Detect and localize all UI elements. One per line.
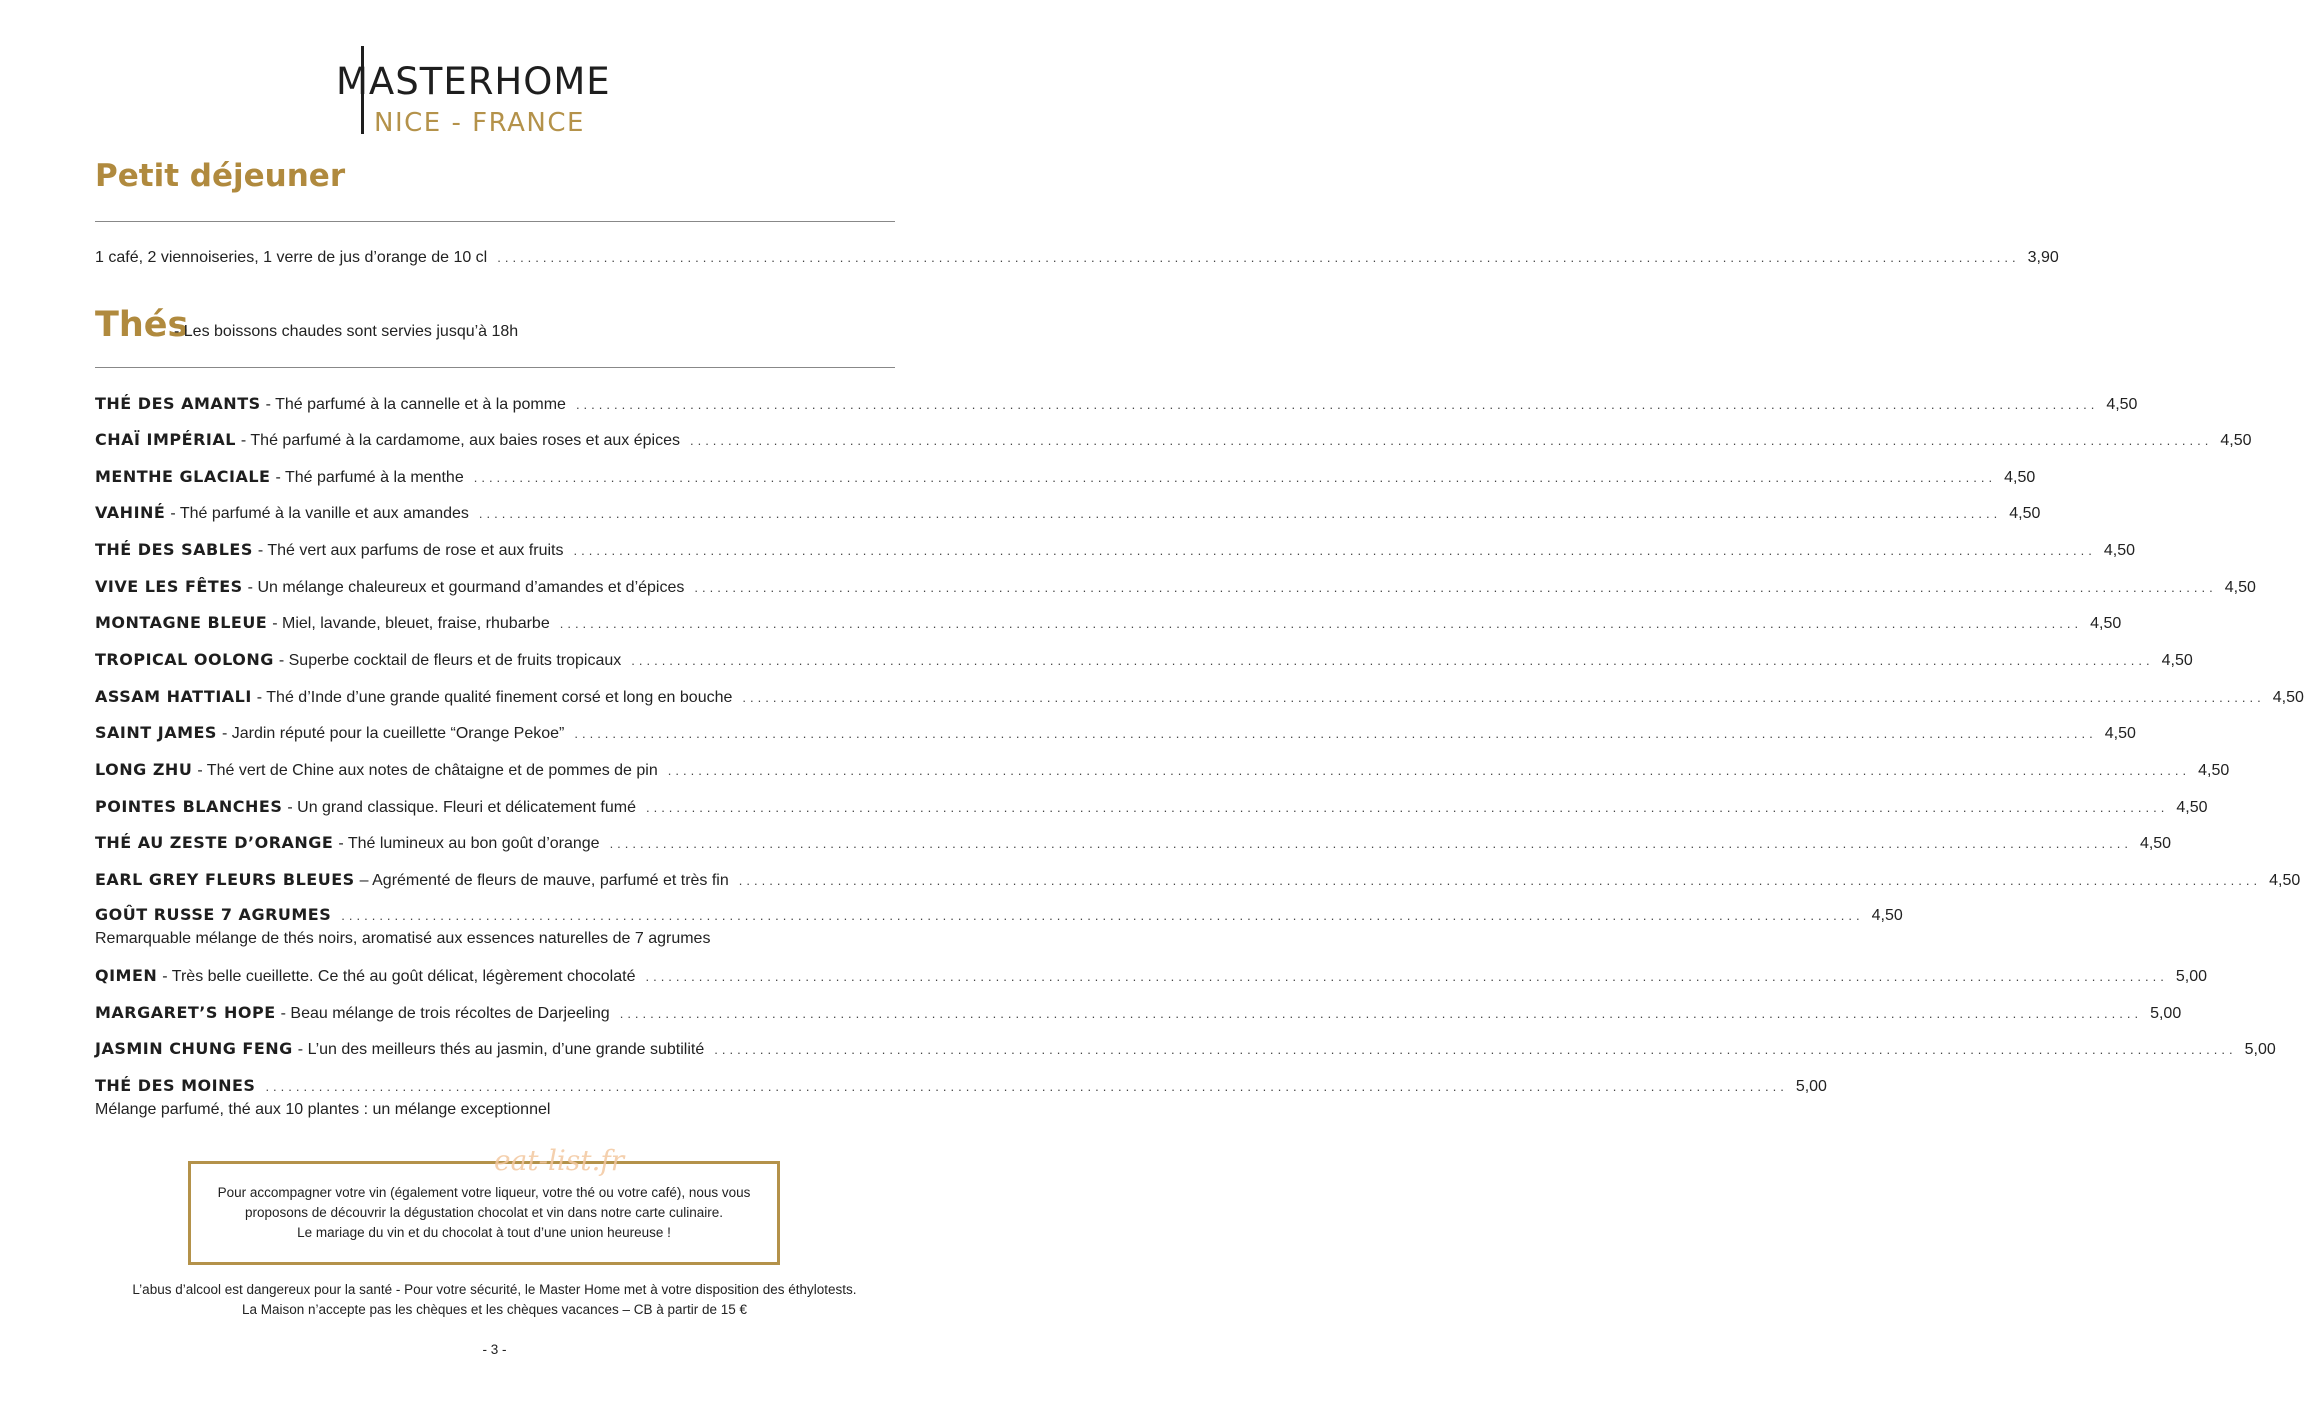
tea-description: - Thé parfumé à la cannelle et à la pomme (265, 396, 566, 413)
teas-title: Thés (95, 305, 189, 345)
breakfast-price: 3,90 (2027, 249, 2059, 266)
tea-price: 4,50 (2161, 652, 2193, 669)
tea-name: QIMEN (95, 966, 158, 985)
tea-item (95, 721, 2136, 745)
tea-description: - Thé parfumé à la vanille et aux amandes (170, 505, 469, 522)
tea-item (95, 903, 1903, 927)
tea-price: 4,50 (2104, 725, 2136, 742)
tea-description: - Thé parfumé à la menthe (275, 469, 464, 486)
dot-leader: ........................................................................................................................................................................................................ (573, 543, 2096, 558)
tea-price: 4,50 (2004, 469, 2036, 486)
tea-name: POINTES BLANCHES (95, 797, 283, 816)
tea-description: - Superbe cocktail de fleurs et de fruits tropicaux (278, 652, 622, 669)
dot-leader: ........................................................................................................................................................................................................ (694, 580, 2217, 595)
tea-item (95, 964, 2207, 988)
tea-description: - Thé vert aux parfums de rose et aux fruits (257, 542, 564, 559)
tea-item (95, 685, 2304, 709)
dot-leader: ........................................................................................................................................................................................................ (265, 1079, 1788, 1094)
tea-price: 4,50 (2090, 615, 2122, 632)
tea-name: MONTAGNE BLEUE (95, 613, 268, 632)
tea-price: 4,50 (2220, 432, 2252, 449)
tea-sub-description: Remarquable mélange de thés noirs, aromatisé aux essences naturelles de 7 agrumes (95, 930, 711, 947)
tea-description: - Beau mélange de trois récoltes de Darjeeling (280, 1005, 610, 1022)
footer-payment: La Maison n’accepte pas les chèques et les chèques vacances – CB à partir de 15 € (241, 1302, 748, 1317)
tea-name: LONG ZHU (95, 760, 193, 779)
tea-item (95, 868, 2301, 892)
dot-leader: ........................................................................................................................................................................................................ (667, 763, 2191, 778)
dot-leader: ........................................................................................................................................................................................................ (478, 506, 2002, 521)
tea-price: 4,50 (2272, 689, 2304, 706)
teas-subtitle: - Les boissons chaudes sont servies jusqu’à 18h (174, 323, 519, 340)
dot-leader: ........................................................................................................................................................................................................ (738, 873, 2262, 888)
tea-description: - L’un des meilleurs thés au jasmin, d’une grande subtilité (297, 1041, 705, 1058)
tea-item (95, 392, 2138, 416)
tea-name: THÉ DES AMANTS (95, 394, 261, 413)
tea-name: ASSAM HATTIALI (95, 687, 252, 706)
pairing-note-box (188, 1161, 780, 1265)
dot-leader: ........................................................................................................................................................................................................ (575, 397, 2099, 412)
tea-price: 4,50 (2009, 505, 2041, 522)
tea-name: JASMIN CHUNG FENG (95, 1039, 293, 1058)
tea-price: 4,50 (2198, 762, 2230, 779)
tea-description: - Thé d’Inde d’une grande qualité finement corsé et long en bouche (256, 689, 733, 706)
tea-name: GOÛT RUSSE 7 AGRUMES (95, 905, 332, 924)
dot-leader: ........................................................................................................................................................................................................ (497, 250, 2020, 265)
pairing-note (191, 1183, 777, 1243)
tea-name: THÉ AU ZESTE D’ORANGE (95, 833, 334, 852)
breakfast-desc: 1 café, 2 viennoiseries, 1 verre de jus d’orange de 10 cl (95, 249, 488, 266)
tea-name: TROPICAL OOLONG (95, 650, 274, 669)
tea-item (95, 648, 2193, 672)
tea-item (95, 795, 2208, 819)
tea-item (95, 538, 2135, 562)
tea-item (95, 1037, 2276, 1061)
tea-item (95, 611, 2122, 635)
dot-leader: ........................................................................................................................................................................................................ (689, 433, 2213, 448)
watermark: eat-list.fr (494, 1144, 625, 1177)
page-number: - 3 - (482, 1342, 507, 1357)
divider (95, 367, 895, 368)
tea-name: EARL GREY FLEURS BLEUES (95, 870, 355, 889)
pairing-note-line: proposons de découvrir la dégustation chocolat et vin dans notre carte culinaire. (244, 1205, 724, 1220)
dot-leader: ........................................................................................................................................................................................................ (473, 470, 1997, 485)
dot-leader: ........................................................................................................................................................................................................ (645, 800, 2169, 815)
divider (95, 221, 895, 222)
tea-price: 4,50 (2103, 542, 2135, 559)
breakfast-item (95, 246, 2059, 270)
tea-price: 5,00 (2175, 968, 2207, 985)
tea-price: 4,50 (1871, 907, 1903, 924)
dot-leader: ........................................................................................................................................................................................................ (742, 690, 2265, 705)
logo-wordmark: MASTERHOME (336, 60, 611, 103)
footer-warning: L’abus d’alcool est dangereux pour la santé - Pour votre sécurité, le Master Home met à votre disposition des éthylotests. (132, 1282, 857, 1297)
tea-price: 5,00 (2244, 1041, 2276, 1058)
tea-item (95, 428, 2252, 452)
tea-description: - Thé parfumé à la cardamome, aux baies roses et aux épices (240, 432, 680, 449)
tea-description: - Un grand classique. Fleuri et délicatement fumé (287, 799, 636, 816)
tea-description: - Thé lumineux au bon goût d’orange (338, 835, 600, 852)
tea-name: VAHINÉ (95, 503, 166, 522)
tea-description: - Miel, lavande, bleuet, fraise, rhubarbe (272, 615, 550, 632)
dot-leader: ........................................................................................................................................................................................................ (609, 836, 2132, 851)
tea-price: 4,50 (2139, 835, 2172, 852)
pairing-note-line: Pour accompagner votre vin (également votre liqueur, votre thé ou votre café), nous vous (217, 1185, 751, 1200)
tea-name: VIVE LES FÊTES (95, 577, 243, 596)
dot-leader: ........................................................................................................................................................................................................ (559, 616, 2083, 631)
tea-item (95, 1074, 1827, 1098)
tea-price: 5,00 (1795, 1078, 1827, 1095)
tea-item (95, 1001, 2182, 1025)
tea-description: - Très belle cueillette. Ce thé au goût délicat, légèrement chocolaté (162, 968, 636, 985)
tea-price: 4,50 (2176, 799, 2208, 816)
tea-name: MENTHE GLACIALE (95, 467, 271, 486)
tea-price: 4,50 (2224, 579, 2256, 596)
breakfast-title: Petit déjeuner (95, 158, 346, 194)
tea-item (95, 501, 2041, 525)
tea-description: - Jardin réputé pour la cueillette “Orange Pekoe” (221, 725, 565, 742)
dot-leader: ........................................................................................................................................................................................................ (341, 908, 1864, 923)
tea-description: - Thé vert de Chine aux notes de châtaigne et de pommes de pin (197, 762, 658, 779)
dot-leader: ........................................................................................................................................................................................................ (574, 726, 2097, 741)
tea-price: 4,50 (2269, 872, 2301, 889)
tea-item (95, 758, 2230, 782)
tea-name: THÉ DES SABLES (95, 540, 253, 559)
dot-leader: ........................................................................................................................................................................................................ (619, 1006, 2143, 1021)
tea-price: 4,50 (2106, 396, 2138, 413)
dot-leader: ........................................................................................................................................................................................................ (714, 1042, 2237, 1057)
tea-item (95, 575, 2256, 599)
tea-name: MARGARET’S HOPE (95, 1003, 276, 1022)
tea-name: THÉ DES MOINES (95, 1076, 256, 1095)
tea-description: - Un mélange chaleureux et gourmand d’amandes et d’épices (247, 579, 685, 596)
tea-name: SAINT JAMES (95, 723, 217, 742)
dot-leader: ........................................................................................................................................................................................................ (631, 653, 2154, 668)
pairing-note-line: Le mariage du vin et du chocolat à tout d’une union heureuse ! (297, 1225, 671, 1240)
tea-price: 5,00 (2150, 1005, 2182, 1022)
dot-leader: ........................................................................................................................................................................................................ (645, 969, 2168, 984)
tea-name: CHAÏ IMPÉRIAL (95, 430, 236, 449)
logo (336, 46, 616, 136)
tea-item (95, 831, 2172, 855)
tea-sub-description: Mélange parfumé, thé aux 10 plantes : un mélange exceptionnel (95, 1101, 551, 1118)
tea-description: – Agrémenté de fleurs de mauve, parfumé et très fin (359, 872, 729, 889)
logo-location: NICE - FRANCE (374, 108, 585, 138)
tea-item (95, 465, 2036, 489)
